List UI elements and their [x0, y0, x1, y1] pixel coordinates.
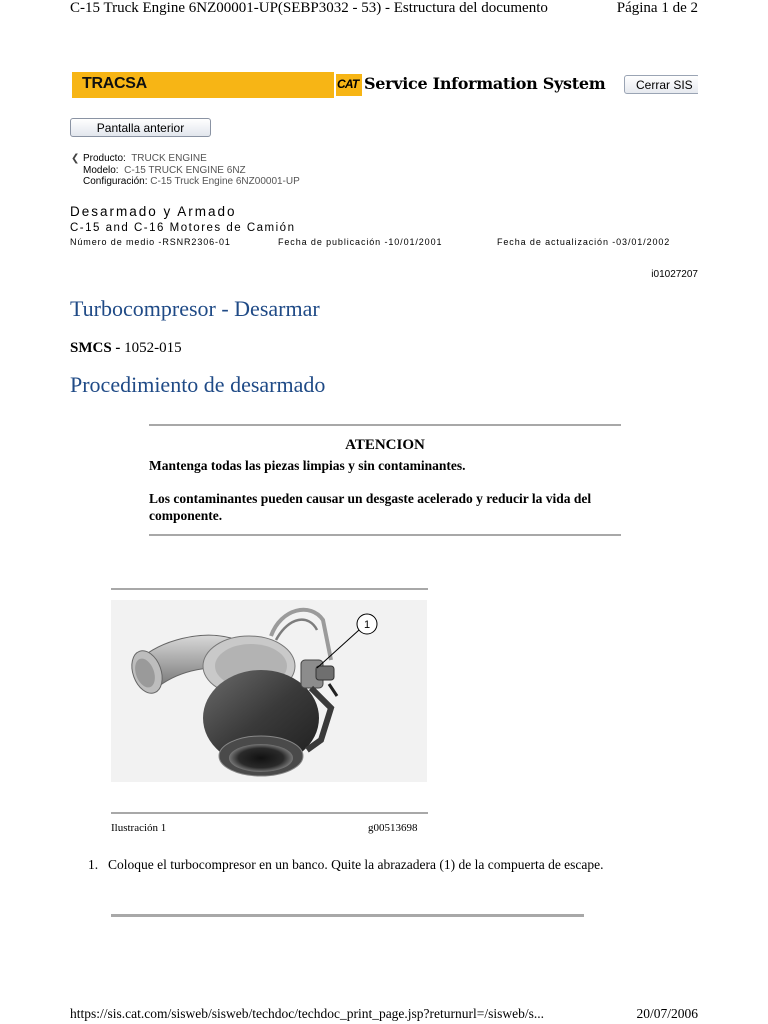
figure-top-divider — [111, 588, 428, 590]
figure-caption: Ilustración 1 — [111, 822, 167, 834]
warning-heading: ATENCION — [345, 437, 425, 453]
print-header-page-number: Página 1 de 2 — [616, 0, 698, 16]
footer-url: https://sis.cat.com/sisweb/sisweb/techdoc/techdoc_print_page.jsp?returnurl=/sisweb/s... — [70, 1006, 545, 1021]
warning-text-1: Mantenga todas las piezas limpias y sin contaminantes. — [149, 458, 466, 473]
breadcrumb-config-label: Configuración: — [83, 176, 148, 187]
back-arrow-icon[interactable]: ❮ — [71, 153, 80, 164]
smcs-label: SMCS - — [70, 340, 121, 356]
close-sis-button[interactable]: Cerrar SIS — [624, 75, 698, 94]
print-header-title: C-15 Truck Engine 6NZ00001-UP(SEBP3032 - 53) - Estructura del documento — [70, 0, 548, 16]
footer-date: 20/07/2006 — [636, 1006, 698, 1021]
figure-callout-1: 1 — [363, 619, 371, 631]
cat-logo-icon — [336, 74, 362, 96]
section-subtitle: C-15 and C-16 Motores de Camión — [70, 222, 296, 234]
cat-logo-text: CAT — [337, 77, 359, 91]
breadcrumb-model-label: Modelo: — [83, 165, 119, 176]
figure-code: g00513698 — [368, 822, 418, 834]
smcs-value: 1052-015 — [124, 340, 182, 356]
dealer-name: TRACSA — [82, 75, 147, 92]
back-button[interactable]: Pantalla anterior — [70, 118, 211, 137]
breadcrumb-product-label: Producto: — [83, 153, 126, 164]
update-date: Fecha de actualización -03/01/2002 — [497, 237, 671, 247]
system-title: Service Information System — [364, 74, 606, 93]
page-title: Turbocompresor - Desarmar — [70, 296, 320, 321]
media-number: Número de medio -RSNR2306-01 — [70, 237, 231, 247]
breadcrumb-product-value: TRUCK ENGINE — [131, 153, 207, 164]
breadcrumb-model-value: C-15 TRUCK ENGINE 6NZ — [124, 165, 246, 176]
warning-top-divider — [149, 424, 621, 426]
turbocharger-illustration — [111, 600, 427, 782]
warning-bottom-divider — [149, 534, 621, 536]
step-text: Coloque el turbocompresor en un banco. Quite la abrazadera (1) de la compuerta de escape. — [108, 857, 604, 872]
document-id: i01027207 — [651, 269, 698, 280]
sis-banner — [72, 72, 698, 98]
turbocharger-drawing — [111, 600, 427, 782]
publication-date: Fecha de publicación -10/01/2001 — [278, 237, 443, 247]
figure-bottom-divider — [111, 812, 428, 814]
smcs-code — [70, 340, 182, 357]
step-number: 1. — [88, 857, 99, 872]
breadcrumb-configuration — [83, 176, 300, 188]
breadcrumb-product — [83, 153, 207, 165]
section-title: Desarmado y Armado — [70, 204, 237, 219]
procedure-title: Procedimiento de desarmado — [70, 372, 326, 397]
end-divider — [111, 914, 584, 917]
dealer-logo-bar — [72, 72, 334, 98]
breadcrumb-config-value: C-15 Truck Engine 6NZ00001-UP — [150, 176, 300, 187]
warning-text-2: Los contaminantes pueden causar un desgaste acelerado y reducir la vida del componente. — [149, 491, 592, 523]
